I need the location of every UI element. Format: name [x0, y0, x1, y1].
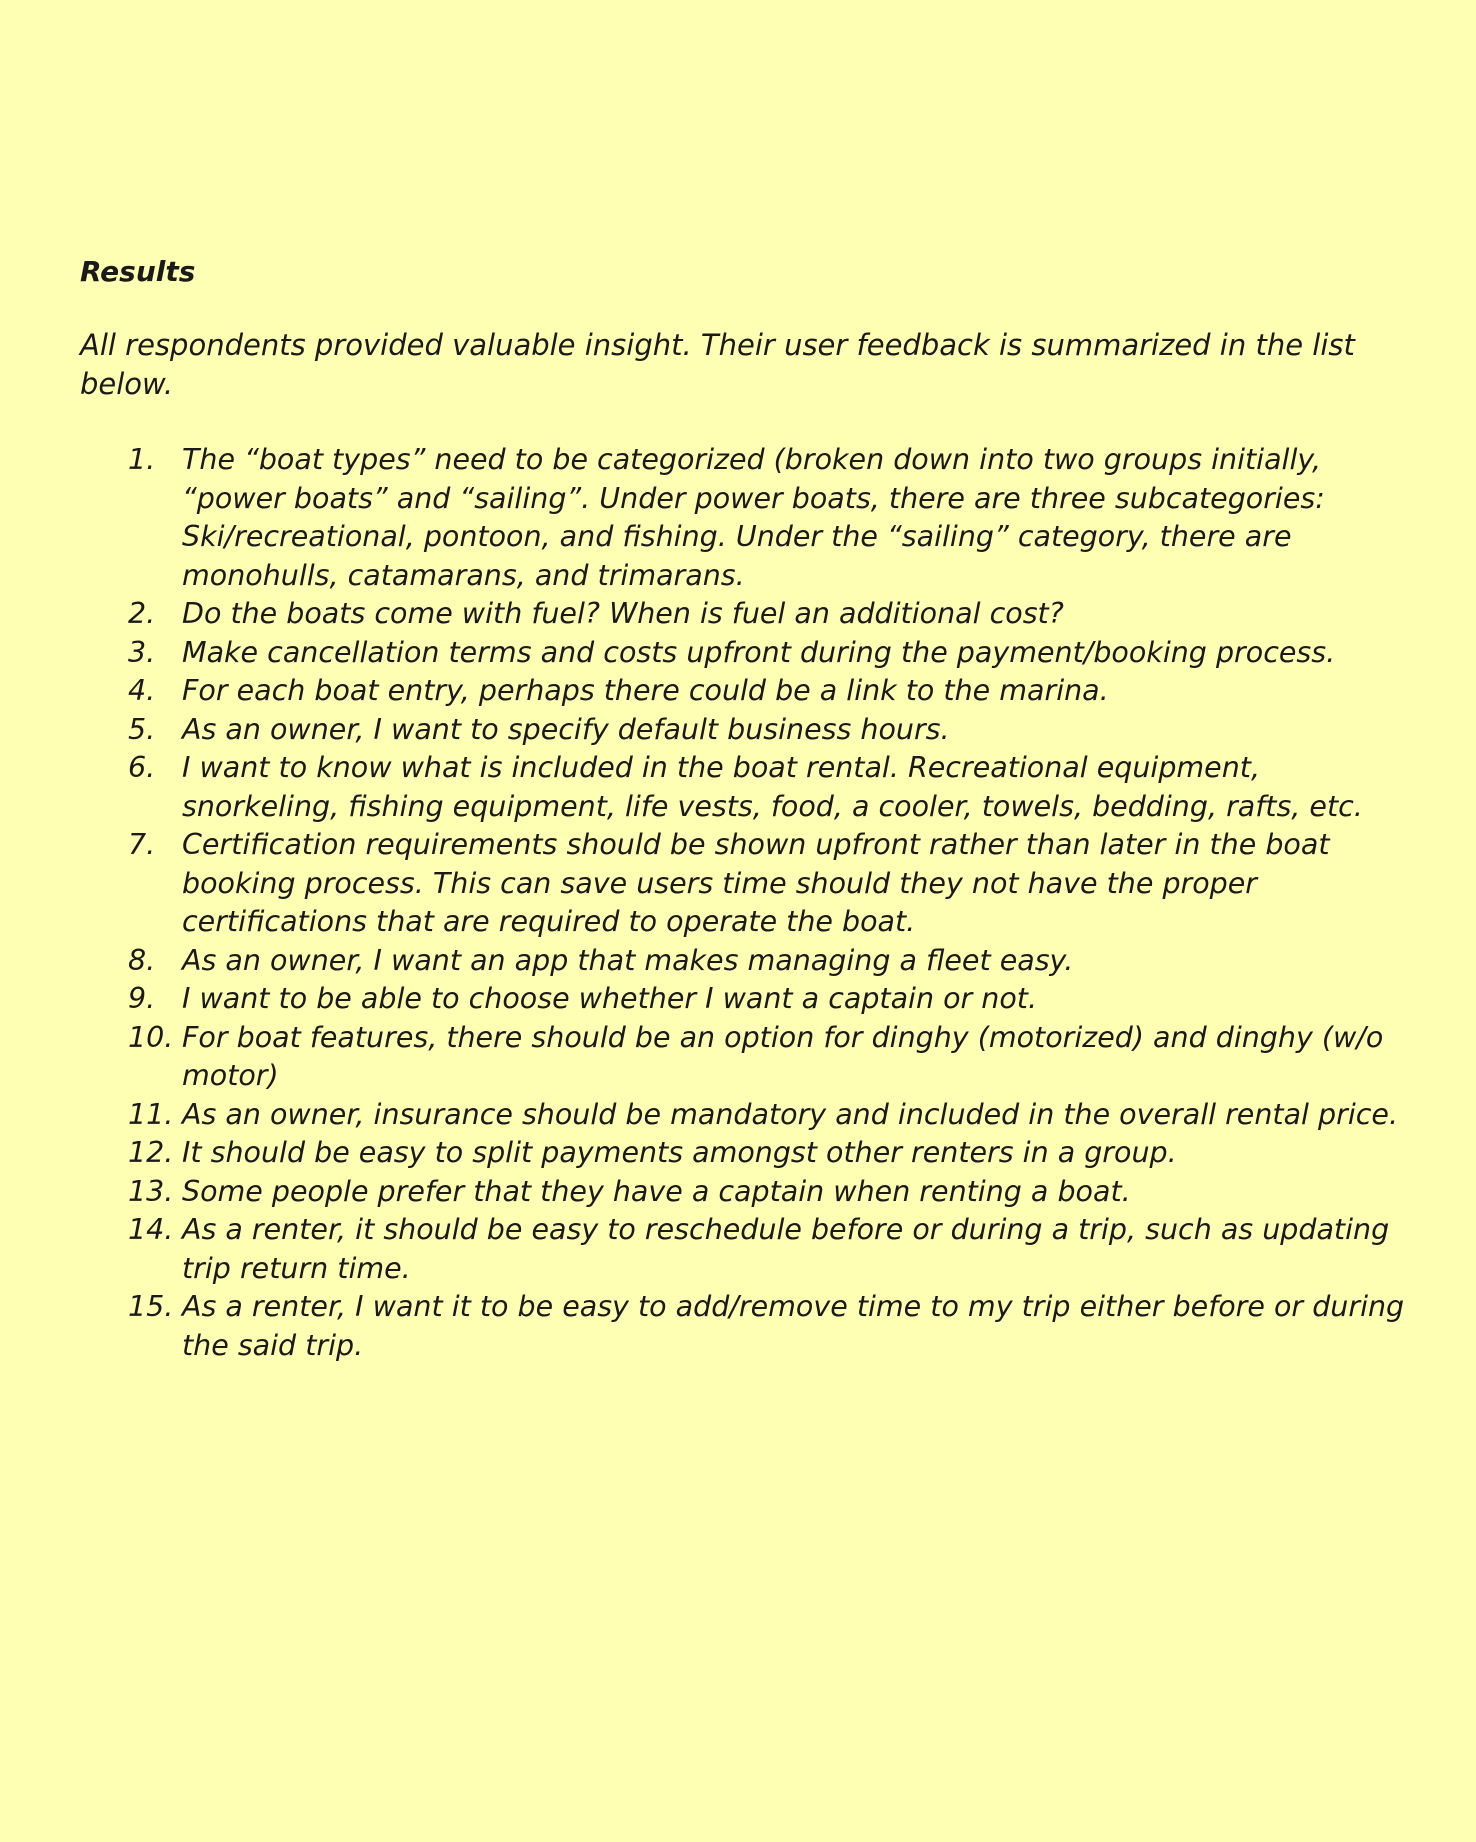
list-item-number: 2. — [128, 597, 156, 630]
list-item-text: Make cancellation terms and costs upfront during the payment/booking process. — [182, 635, 1336, 669]
list-item-number: 14. — [128, 1213, 174, 1246]
list-item-text: As an owner, insurance should be mandatory and included in the overall rental price. — [182, 1097, 1399, 1131]
list-item — [80, 1134, 1410, 1173]
list-item-text: I want to be able to choose whether I want a captain or not. — [182, 982, 1038, 1015]
list-item-text: It should be easy to split payments amongst other renters in a group. — [182, 1136, 1177, 1169]
list-item-number: 8. — [128, 943, 156, 977]
list-item — [80, 1288, 1410, 1365]
feedback-list — [80, 441, 1410, 1365]
list-item-number: 4. — [128, 674, 156, 707]
list-item-text: The “boat types” need to be categorized (broken down into two groups initially, “power boats” and “sailing”. Under power boats, there are three subcategories: Ski/recreational, pontoon, and fishing. Under the “sailing” category, there are monohulls, catamarans, and trimarans. — [182, 443, 1325, 592]
list-item-text: I want to know what is included in the boat rental. Recreational equipment, snorkeling, fishing equipment, life vests, food, a cooler, towels, bedding, rafts, etc. — [182, 751, 1363, 823]
list-item — [80, 441, 1410, 595]
list-item-number: 5. — [128, 712, 156, 746]
list-item-text: As an owner, I want an app that makes managing a fleet easy. — [182, 943, 1074, 977]
list-item-number: 6. — [128, 751, 156, 784]
list-item-number: 10. — [128, 1020, 174, 1054]
list-item — [80, 980, 1410, 1019]
list-item-text: As an owner, I want to specify default business hours. — [182, 712, 950, 746]
list-item — [80, 942, 1410, 981]
intro-paragraph: All respondents provided valuable insight. Their user feedback is summarized in the list below. — [80, 328, 1355, 401]
list-item — [80, 1173, 1410, 1212]
list-item — [80, 826, 1410, 942]
list-item — [80, 634, 1410, 673]
list-item — [80, 672, 1410, 711]
list-item — [80, 711, 1410, 750]
document-page — [80, 252, 1410, 1365]
list-item-text: Some people prefer that they have a captain when renting a boat. — [182, 1174, 1131, 1208]
list-item-text: Certification requirements should be shown upfront rather than later in the boat booking process. This can save users time should they not have the proper certifications that are required to operate the boat. — [182, 828, 1330, 938]
list-item — [80, 1019, 1410, 1096]
list-item-text: As a renter, it should be easy to reschedule before or during a trip, such as updating trip return time. — [182, 1213, 1390, 1285]
list-item-text: As a renter, I want it to be easy to add/remove time to my trip either before or during the said trip. — [182, 1290, 1405, 1362]
list-item — [80, 1211, 1410, 1288]
results-heading: Results — [80, 255, 196, 288]
list-item-number: 3. — [128, 635, 156, 669]
list-item-text: For boat features, there should be an option for dinghy (motorized) and dinghy (w/o motor) — [182, 1020, 1384, 1092]
list-item-number: 11. — [128, 1097, 174, 1131]
list-item-number: 9. — [128, 982, 156, 1015]
list-item — [80, 1096, 1410, 1135]
list-item-number: 13. — [128, 1174, 174, 1208]
list-item-text: For each boat entry, perhaps there could be a link to the marina. — [182, 674, 1109, 707]
list-item-number: 15. — [128, 1290, 174, 1323]
list-item — [80, 749, 1410, 826]
list-item-number: 12. — [128, 1136, 174, 1169]
list-item-text: Do the boats come with fuel? When is fuel an additional cost? — [182, 597, 1064, 630]
list-item-number: 1. — [128, 443, 156, 476]
list-item — [80, 595, 1410, 634]
list-item-number: 7. — [128, 828, 156, 861]
